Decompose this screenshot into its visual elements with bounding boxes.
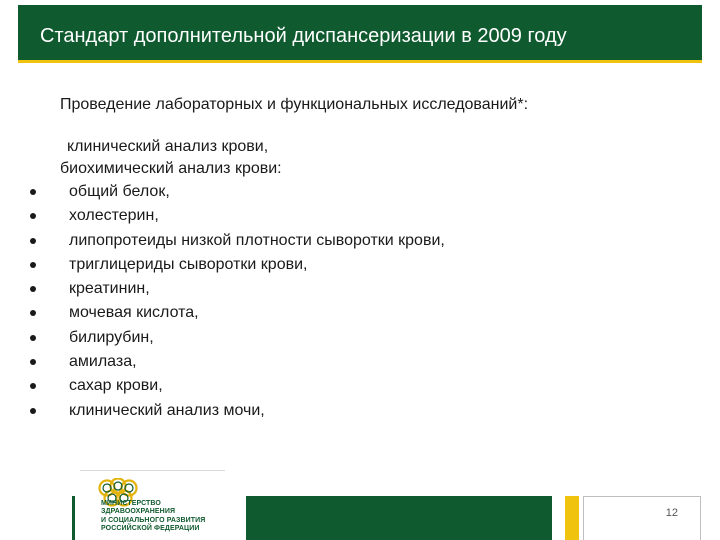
footer-yellow-strip (565, 496, 579, 540)
bullet-dot-icon (30, 335, 36, 341)
list-item-text: липопротеиды низкой плотности сыворотки крови, (69, 231, 445, 249)
plain-line-biochemical-blood: биохимический анализ крови: (60, 160, 282, 177)
bullet-dot-icon (30, 213, 36, 219)
ministry-name-line: РОССИЙСКОЙ ФЕДЕРАЦИИ (101, 525, 200, 533)
bullet-dot-icon (30, 286, 36, 292)
footer-green-panel (246, 496, 552, 540)
list-item-text: мочевая кислота, (69, 304, 199, 322)
footer-divider (80, 470, 225, 471)
plain-line-clinical-blood: клинический анализ крови, (67, 138, 269, 155)
ministry-name-line: МИНИСТЕРСТВО (101, 500, 161, 507)
slide-title: Стандарт дополнительной диспансеризации в 2009 году (40, 25, 567, 47)
page-number: 12 (665, 507, 678, 519)
bullet-dot-icon (30, 262, 36, 268)
bullet-dot-icon (30, 238, 36, 244)
list-item-text: креатинин, (69, 280, 150, 298)
ministry-name (101, 500, 205, 534)
list-item-text: общий белок, (69, 183, 170, 200)
bullet-dot-icon (30, 383, 36, 389)
bullet-dot-icon (30, 310, 36, 316)
header-bar (18, 5, 702, 63)
bullet-dot-icon (30, 408, 36, 414)
ministry-name-line: И СОЦИАЛЬНОГО РАЗВИТИЯ (101, 516, 206, 524)
list-item-text: клинический анализ мочи, (69, 401, 265, 419)
footer-left-stripe (72, 496, 75, 540)
list-item-text: билирубин, (69, 328, 154, 346)
list-item-text: триглицериды сыворотки крови, (69, 255, 308, 273)
list-item-text: сахар крови, (69, 377, 163, 395)
bullet-dot-icon (30, 359, 36, 365)
list-item-text: амилаза, (69, 353, 137, 371)
ministry-name-line: ЗДРАВООХРАНЕНИЯ (101, 508, 176, 516)
list-item-text: холестерин, (69, 207, 159, 225)
page-number-box (583, 496, 701, 540)
bullet-dot-icon (30, 189, 36, 195)
intro-heading: Проведение лабораторных и функциональных исследований*: (60, 96, 529, 113)
